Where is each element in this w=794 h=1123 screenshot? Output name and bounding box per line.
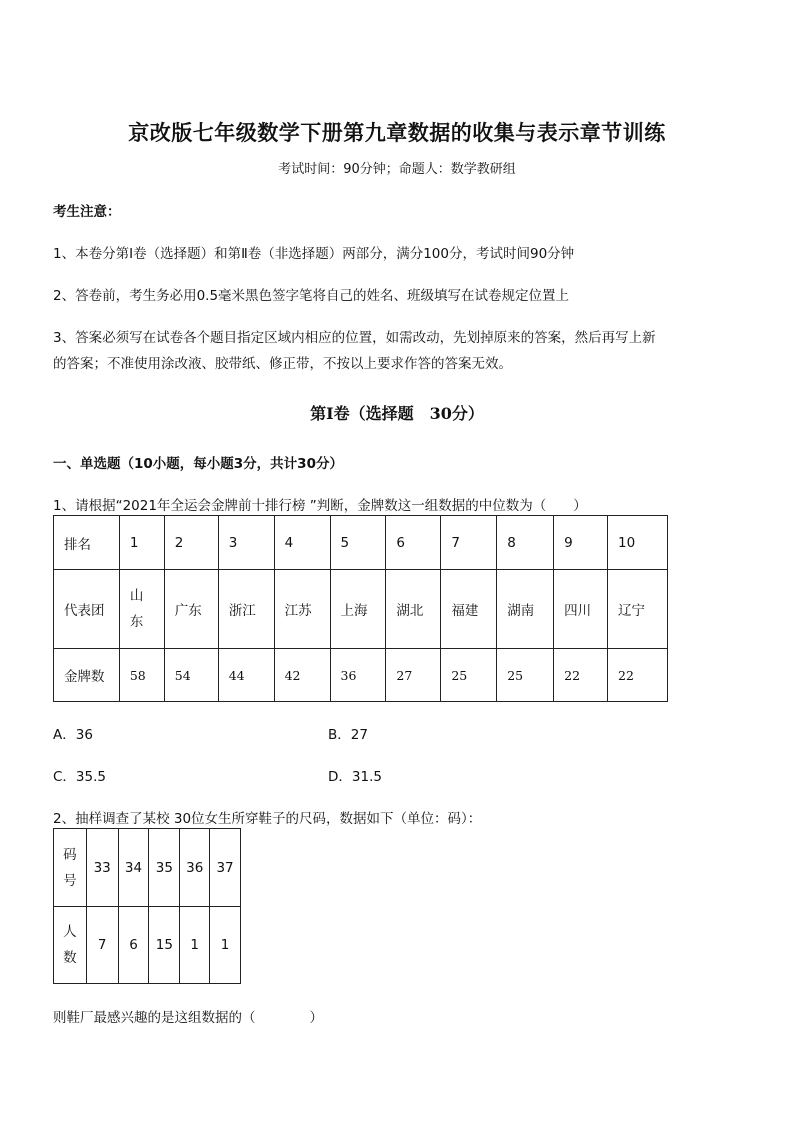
gold-cell: 25 [441, 649, 497, 702]
rank-cell: 1 [119, 516, 164, 570]
notice-heading: 考生注意： [53, 204, 121, 220]
notice-3: 3、答案必须写在试卷各个题目指定区域内相应的位置，如需改动，先划掉原来的答案，然后再写上新 [53, 330, 656, 346]
count-cell: 7 [86, 907, 118, 984]
gold-cell: 36 [330, 649, 386, 702]
rank-cell: 9 [554, 516, 608, 570]
rank-cell: 2 [164, 516, 218, 570]
rank-cell: 7 [441, 516, 497, 570]
size-label-char: 号 [63, 872, 77, 889]
gold-cell: 27 [386, 649, 441, 702]
row-label-rank: 排名 [54, 516, 120, 570]
option-a: A．36 [53, 727, 93, 743]
question-1-stem: 1、请根据“2021年全运会金牌前十排行榜 ”判断，金牌数这一组数据的中位数为（ ） [53, 498, 587, 514]
table-row [54, 649, 668, 702]
question-2-stem: 2、抽样调查了某校 30位女生所穿鞋子的尺码，数据如下（单位：码）： [53, 811, 482, 827]
notice-1: 1、本卷分第Ⅰ卷（选择题）和第Ⅱ卷（非选择题）两部分，满分100分，考试时间90分钟 [53, 246, 575, 262]
team-1-char: 东 [129, 614, 144, 630]
document-title: 京改版七年级数学下册第九章数据的收集与表示章节训练 [128, 120, 666, 145]
part-heading: 一、单选题（10小题，每小题3分，共计30分） [53, 456, 343, 472]
size-cell: 35 [149, 829, 180, 907]
section-title: 第Ⅰ卷（选择题 30分） [310, 404, 484, 423]
notice-3-continued: 的答案；不准使用涂改液、胶带纸、修正带，不按以上要求作答的答案无效。 [53, 356, 512, 372]
team-cell: 上海 [330, 570, 386, 649]
rank-cell: 3 [218, 516, 274, 570]
table-row [54, 829, 241, 907]
count-cell: 6 [118, 907, 149, 984]
size-cell: 37 [210, 829, 241, 907]
option-c: C．35.5 [53, 769, 106, 785]
question-2-follow: 则鞋厂最感兴趣的是这组数据的（ ） [53, 1010, 323, 1026]
gold-cell: 42 [274, 649, 330, 702]
row-label-size [54, 829, 87, 907]
table-row [54, 570, 668, 649]
team-cell [119, 570, 164, 649]
rank-cell: 6 [386, 516, 441, 570]
team-cell: 湖南 [497, 570, 554, 649]
rank-cell: 5 [330, 516, 386, 570]
row-label-count [54, 907, 87, 984]
row-label-team: 代表团 [54, 570, 120, 649]
size-cell: 33 [86, 829, 118, 907]
count-cell: 1 [180, 907, 210, 984]
table-row [54, 907, 241, 984]
option-d: D．31.5 [328, 769, 382, 785]
gold-cell: 25 [497, 649, 554, 702]
gold-cell: 22 [554, 649, 608, 702]
team-cell: 广东 [164, 570, 218, 649]
size-label-char: 码 [63, 846, 77, 863]
table-row [54, 516, 668, 570]
count-cell: 1 [210, 907, 241, 984]
count-label-char: 人 [63, 924, 77, 940]
team-cell: 湖北 [386, 570, 441, 649]
exam-subtitle: 考试时间：90分钟；命题人：数学教研组 [278, 162, 516, 177]
gold-cell: 58 [119, 649, 164, 702]
shoe-size-table [53, 828, 241, 984]
size-cell: 34 [118, 829, 149, 907]
rank-cell: 4 [274, 516, 330, 570]
gold-cell: 22 [608, 649, 668, 702]
team-cell: 浙江 [218, 570, 274, 649]
team-1-char: 山 [129, 588, 144, 604]
team-cell: 辽宁 [608, 570, 668, 649]
row-label-gold: 金牌数 [54, 649, 120, 702]
team-cell: 江苏 [274, 570, 330, 649]
notice-2: 2、答卷前，考生务必用0.5毫米黑色签字笔将自己的姓名、班级填写在试卷规定位置上 [53, 288, 570, 304]
rank-cell: 10 [608, 516, 668, 570]
option-b: B．27 [328, 727, 368, 743]
count-label-char: 数 [63, 950, 77, 966]
size-cell: 36 [180, 829, 210, 907]
team-cell: 四川 [554, 570, 608, 649]
count-cell: 15 [149, 907, 180, 984]
gold-cell: 54 [164, 649, 218, 702]
team-cell: 福建 [441, 570, 497, 649]
rank-cell: 8 [497, 516, 554, 570]
gold-cell: 44 [218, 649, 274, 702]
medal-table [53, 515, 668, 702]
